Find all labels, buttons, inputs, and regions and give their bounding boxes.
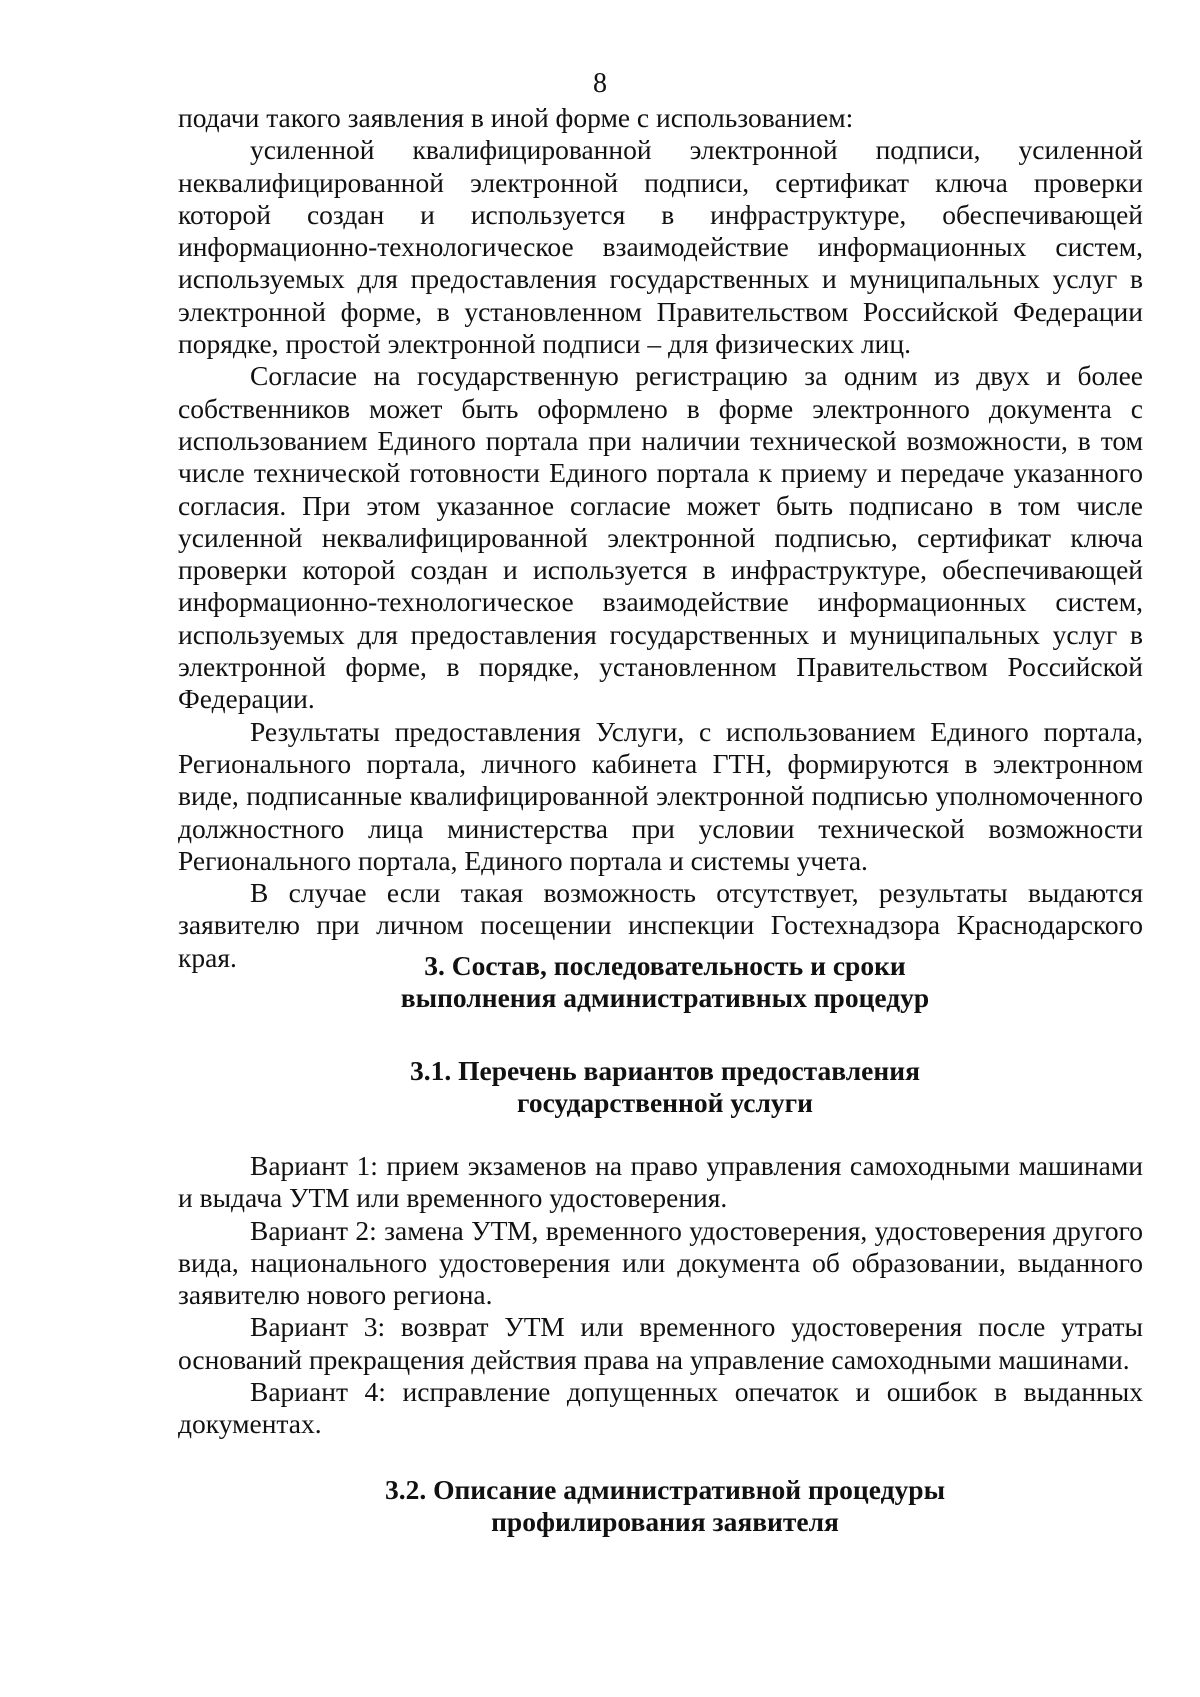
paragraph-continuation: подачи такого заявления в иной форме с использованием:: [178, 102, 854, 133]
section-3-heading: [0, 950, 1200, 1015]
section-3-1-heading-line-1: 3.1. Перечень вариантов предоставления: [410, 1055, 920, 1086]
paragraph-no-possibility: В случае если такая возможность отсутствует, результаты выдаются заявителю при личном посещении инспекции Гостехнадзора Краснодарского края.: [178, 877, 1143, 973]
paragraph-consent: Согласие на государственную регистрацию за одним из двух и более собственников может быть оформлено в форме электронного документа с использованием Единого портала при наличии технической возможности, в том числе технической готовности Единого портала к приему и передаче указанного согласия. При этом указанное согласие может быть подписано в том числе усиленной неквалифицированной электронной подписью, сертификат ключа проверки которой создан и используется в инфраструктуре, обеспечивающей информационно-технологическое взаимодействие информационных систем, используемых для предоставления государственных и муниципальных услуг в электронной форме, в порядке, установленном Правительством Российской Федерации.: [178, 360, 1143, 715]
section-3-2-heading-line-2: профилирования заявителя: [491, 1506, 839, 1538]
section-3-2-heading: [0, 1474, 1200, 1539]
section-3-1-heading: [0, 1055, 1200, 1120]
body-text-top: [178, 102, 1143, 974]
section-3-2-heading-line-1: 3.2. Описание административной процедуры: [384, 1474, 946, 1505]
variant-item: Вариант 2: замена УТМ, временного удостоверения, удостоверения другого вида, национального удостоверения или документа об образовании, выданного заявителю нового региона.: [178, 1214, 1143, 1311]
paragraph-signatures: усиленной квалифицированной электронной подписи, усиленной неквалифицированной электронной подписи, сертификат ключа проверки которой создан и используется в инфраструктуре, обеспечивающей информационно-технологическое взаимодействие информационных систем, используемых для предоставления государственных и муниципальных услуг в электронной форме, в установленном Правительством Российской Федерации порядке, простой электронной подписи – для физических лиц.: [178, 134, 1143, 360]
section-3-1-heading-line-2: государственной услуги: [517, 1087, 813, 1119]
page-number: 8: [593, 68, 607, 99]
variant-item: Вариант 1: прием экзаменов на право управления самоходными машинами и выдача УТМ или временного удостоверения.: [178, 1150, 1143, 1214]
variants-list: [178, 1150, 1143, 1441]
section-3-heading-line-2: выполнения административных процедур: [400, 982, 930, 1014]
variant-item: Вариант 3: возврат УТМ или временного удостоверения после утраты оснований прекращения действия права на управление самоходными машинами.: [178, 1311, 1143, 1375]
paragraph-results: Результаты предоставления Услуги, с использованием Единого портала, Регионального портала, личного кабинета ГТН, формируются в электронном виде, подписанные квалифицированной электронной подписью уполномоченного должностного лица министерства при условии технической возможности Регионального портала, Единого портала и системы учета.: [178, 715, 1143, 876]
variant-item: Вариант 4: исправление допущенных опечаток и ошибок в выданных документах.: [178, 1376, 1143, 1440]
section-3-heading-line-1: 3. Состав, последовательность и сроки: [424, 950, 906, 981]
